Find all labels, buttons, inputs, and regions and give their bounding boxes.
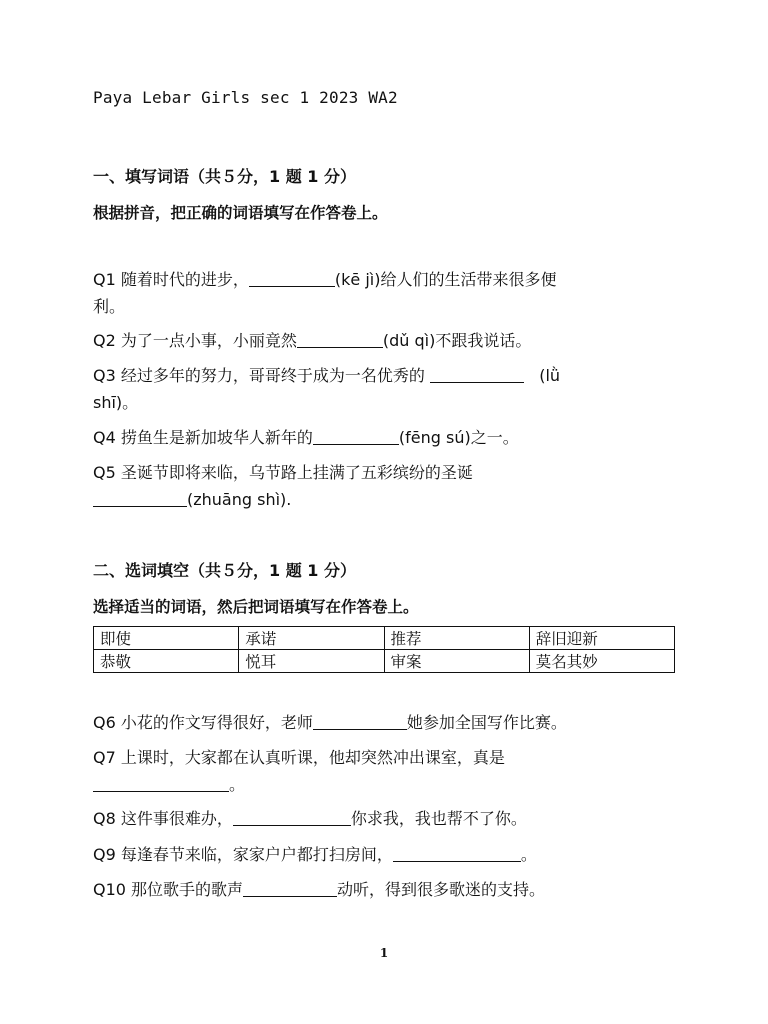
table-cell: 即使	[94, 627, 239, 650]
question-pinyin: (zhuāng shì).	[187, 490, 292, 509]
answer-blank[interactable]	[297, 329, 383, 348]
question-q2	[93, 327, 673, 354]
question-text: Q8 这件事很难办，	[93, 809, 233, 828]
section1-instruction: 根据拼音，把正确的词语填写在作答卷上。	[93, 204, 388, 222]
table-cell: 承诺	[239, 627, 384, 650]
answer-blank[interactable]	[313, 711, 407, 730]
question-text: Q10 那位歌手的歌声	[93, 880, 244, 899]
question-text-after: 你求我，我也帮不了你。	[350, 809, 527, 828]
question-text-after: 她参加全国写作比赛。	[406, 713, 567, 732]
question-q4	[93, 424, 673, 451]
question-q1	[93, 266, 673, 320]
document-title: Paya Lebar Girls sec 1 2023 WA2	[93, 88, 398, 107]
table-cell: 悦耳	[239, 650, 384, 673]
question-text: Q2 为了一点小事，小丽竟然	[93, 331, 297, 350]
table-cell: 莫名其妙	[529, 650, 674, 673]
section2-heading: 二、选词填空（共５分，1 题 1 分）	[93, 561, 356, 580]
question-pinyin: (dǔ qì)不跟我说话。	[382, 331, 532, 350]
question-text: Q9 每逢春节来临，家家户户都打扫房间，	[93, 845, 393, 864]
question-continuation: shī)。	[93, 393, 139, 412]
table-cell: 推荐	[384, 627, 529, 650]
question-text-after: 。	[520, 845, 537, 864]
question-text: Q4 捞鱼生是新加坡华人新年的	[93, 428, 313, 447]
question-q9	[93, 841, 673, 868]
answer-blank[interactable]	[93, 488, 187, 507]
question-q6	[93, 709, 673, 736]
answer-blank[interactable]	[430, 364, 524, 383]
answer-blank[interactable]	[249, 268, 335, 287]
question-pinyin: (kē jì)给人们的生活带来很多便	[334, 270, 557, 289]
answer-blank[interactable]	[313, 426, 399, 445]
answer-blank[interactable]	[393, 843, 521, 862]
question-q7	[93, 744, 673, 798]
page-number: 1	[379, 946, 389, 960]
answer-blank[interactable]	[243, 878, 337, 897]
section1-heading: 一、填写词语（共５分，1 题 1 分）	[93, 167, 356, 186]
table-row	[94, 650, 675, 673]
table-cell: 审案	[384, 650, 529, 673]
question-q10	[93, 876, 673, 903]
question-q8	[93, 805, 673, 832]
question-text-after: 动听，得到很多歌迷的支持。	[337, 880, 546, 899]
section2-instruction: 选择适当的词语，然后把词语填写在作答卷上。	[93, 598, 419, 616]
table-cell: 恭敬	[94, 650, 239, 673]
word-bank-table	[93, 626, 675, 673]
question-q3	[93, 362, 673, 416]
question-pinyin: (lǜ	[523, 366, 561, 385]
answer-blank[interactable]	[233, 807, 351, 826]
question-text-after: 。	[229, 775, 246, 794]
answer-blank[interactable]	[93, 773, 229, 792]
question-pinyin: (fēng sú)之一。	[398, 428, 519, 447]
question-text: Q6 小花的作文写得很好，老师	[93, 713, 313, 732]
question-continuation: 利。	[93, 297, 126, 316]
table-row	[94, 627, 675, 650]
question-text: Q7 上课时，大家都在认真听课，他却突然冲出课室，真是	[93, 748, 505, 767]
question-q5	[93, 459, 673, 513]
question-text: Q3 经过多年的努力，哥哥终于成为一名优秀的	[93, 366, 430, 385]
question-text: Q1 随着时代的进步，	[93, 270, 249, 289]
question-text: Q5 圣诞节即将来临，乌节路上挂满了五彩缤纷的圣诞	[93, 463, 473, 482]
table-cell: 辞旧迎新	[529, 627, 674, 650]
